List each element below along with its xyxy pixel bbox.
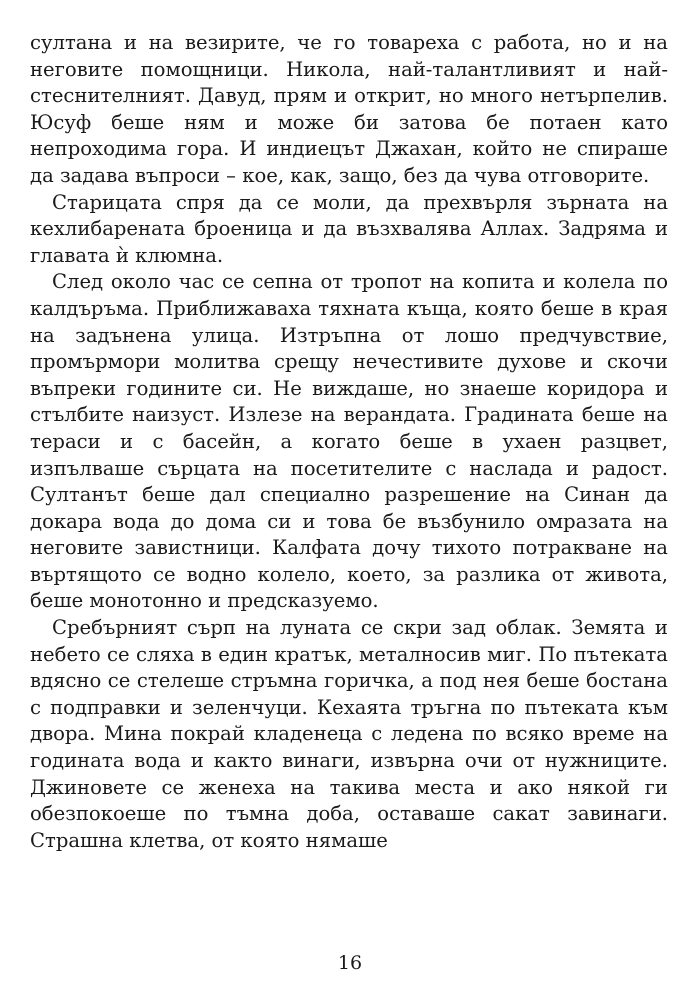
paragraph-1: султана и на везирите, че го товареха с работа, но и на неговите помощници. Никола, най-талантливият и най-стеснителният. Давуд, прям и открит, но много нетърпелив. Юсуф беше ням и може би затова бе потаен като непроходима гора. И индиецът Джахан, който не спираше да задава въпроси – кое, как, защо, без да чува отговорите. bbox=[30, 31, 668, 187]
paragraph-4: Сребърният сърп на луната се скри зад облак. Земята и небето се сляха в един кратък, металносив миг. По пътеката вдясно се стелеше стръмна горичка, а под нея беше бостана с подправки и зеленчуци. Кехаята тръгна по пътеката към двора. Мина покрай кладенеца с ледена по всяко време на годината вода и както винаги, извърна очи от нужниците. Джиновете се женеха на такива места и ако някой ги обезпокоеше по тъмна доба, оставаше сакат завинаги. Страшна клетва, от която нямаше bbox=[30, 616, 668, 852]
paragraph-2: Старицата спря да се моли, да прехвърля зърната на кехлибарената броеница и да възхвалява Аллах. Задряма и главата ѝ клюмна. bbox=[30, 190, 668, 267]
page-body bbox=[30, 30, 668, 854]
paragraph-3: След около час се сепна от тропот на копита и колела по калдъръма. Приближаваха тяхната къща, която беше в края на задънена улица. Изтръпна от лошо предчувствие, промърмори молитва срещу нечестивите духове и скочи въпреки годините си. Не виждаше, но знаеше коридора и стълбите наизуст. Излезе на верандата. Градината беше на тераси и с басейн, а когато беше в ухаен разцвет, изпълваше сърцата на посетителите с наслада и радост. Султанът беше дал специално разрешение на Синан да докара вода до дома си и това бе възбунило омразата на неговите завистници. Калфата дочу тихото потракване на въртящото се водно колело, което, за разлика от живота, беше монотонно и предсказуемо. bbox=[30, 270, 668, 613]
page-number: 16 bbox=[337, 952, 363, 974]
